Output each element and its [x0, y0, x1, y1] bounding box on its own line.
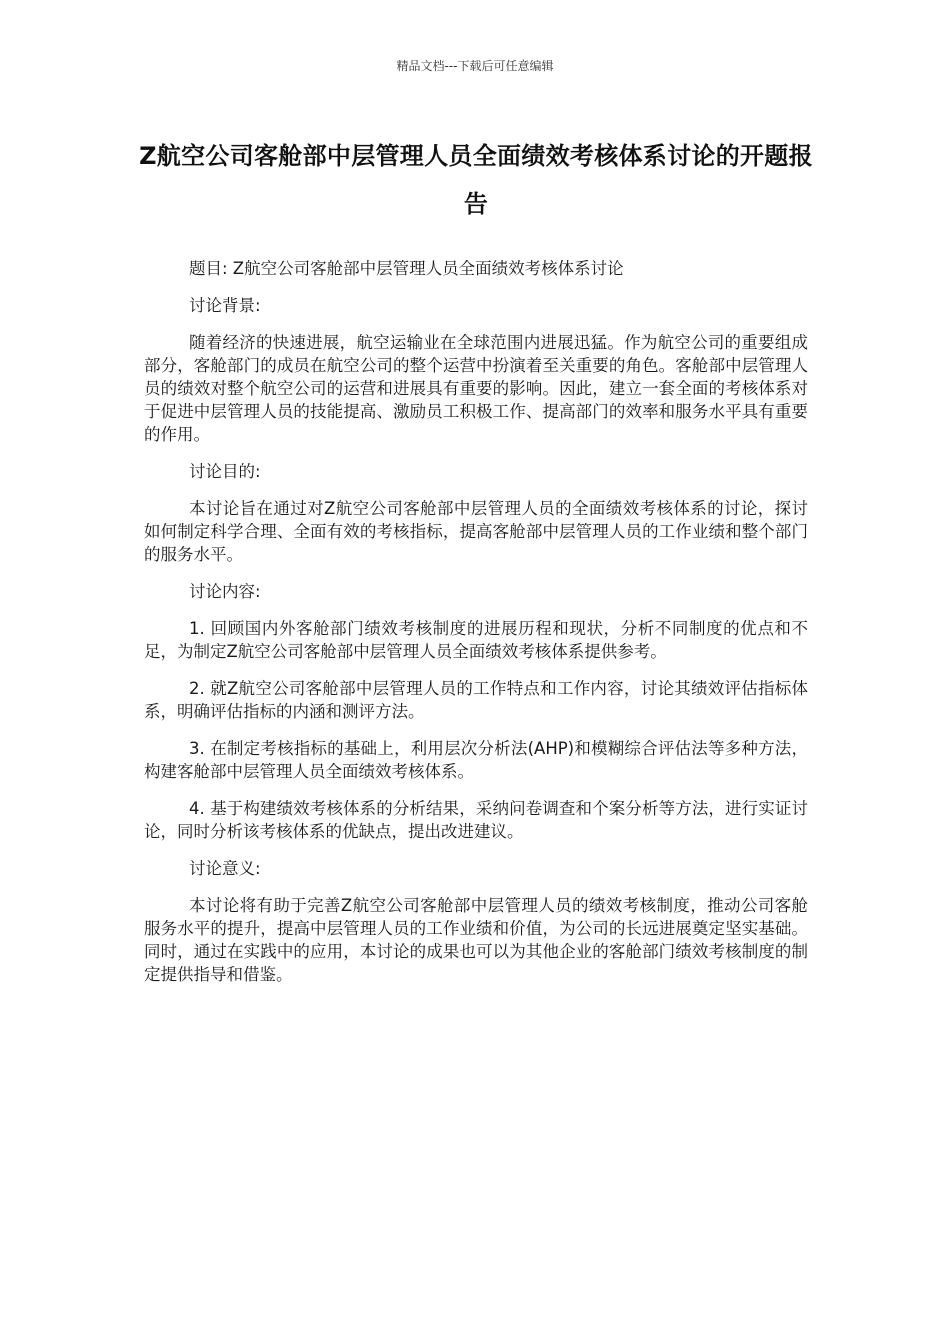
document-title: Z航空公司客舱部中层管理人员全面绩效考核体系讨论的开题报告	[139, 142, 813, 218]
significance-paragraph: 本讨论将有助于完善Z航空公司客舱部中层管理人员的绩效考核制度，推动公司客舱服务水平的提升，提高中层管理人员的工作业绩和价值，为公司的长远进展奠定坚实基础。同时，通过在实践中的应用，本讨论的成果也可以为其他企业的客舱部门绩效考核制度的制定提供指导和借鉴。	[144, 896, 808, 984]
background-paragraph: 随着经济的快速进展，航空运输业在全球范围内进展迅猛。作为航空公司的重要组成部分，客舱部门的成员在航空公司的整个运营中扮演着至关重要的角色。客舱部中层管理人员的绩效对整个航空公司的运营和进展具有重要的影响。因此，建立一套全面的考核体系对于促进中层管理人员的技能提高、激励员工积极工作、提高部门的效率和服务水平具有重要的作用。	[144, 333, 808, 444]
background-heading: 讨论背景:	[189, 296, 261, 315]
significance-heading: 讨论意义:	[189, 859, 261, 878]
document-body	[144, 257, 808, 1000]
header-note: 精品文档---下载后可任意编辑	[396, 59, 554, 73]
subject-line: 题目: Z航空公司客舱部中层管理人员全面绩效考核体系讨论	[189, 259, 624, 278]
content-item-1: 1. 回顾国内外客舱部门绩效考核制度的进展历程和现状，分析不同制度的优点和不足，为制定Z航空公司客舱部中层管理人员全面绩效考核体系提供参考。	[144, 619, 808, 661]
content-item-4: 4. 基于构建绩效考核体系的分析结果，采纳问卷调查和个案分析等方法，进行实证讨论，同时分析该考核体系的优缺点，提出改进建议。	[144, 799, 808, 841]
content-item-2: 2. 就Z航空公司客舱部中层管理人员的工作特点和工作内容，讨论其绩效评估指标体系，明确评估指标的内涵和测评方法。	[144, 679, 808, 721]
content-item-3: 3. 在制定考核指标的基础上，利用层次分析法(AHP)和模糊综合评估法等多种方法，构建客舱部中层管理人员全面绩效考核体系。	[144, 739, 808, 781]
purpose-heading: 讨论目的:	[189, 462, 261, 481]
content-heading: 讨论内容:	[189, 582, 261, 601]
purpose-paragraph: 本讨论旨在通过对Z航空公司客舱部中层管理人员的全面绩效考核体系的讨论，探讨如何制定科学合理、全面有效的考核指标，提高客舱部中层管理人员的工作业绩和整个部门的服务水平。	[144, 499, 808, 564]
